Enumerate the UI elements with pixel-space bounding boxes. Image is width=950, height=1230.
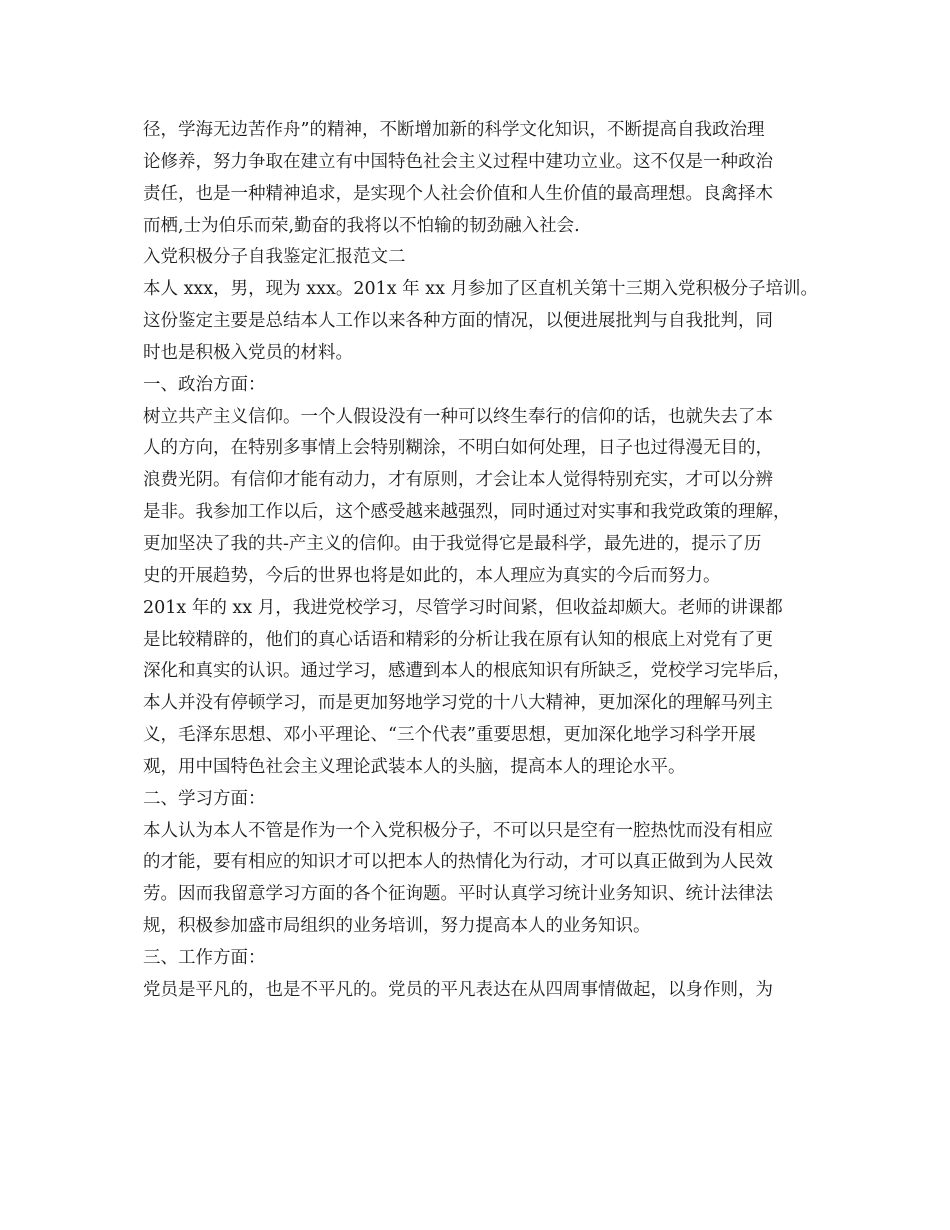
section-heading-study: 二、学习方面： — [143, 788, 266, 809]
section-heading-work: 三、工作方面： — [143, 947, 266, 968]
text-line: 径，学海无边苦作舟”的精神，不断增加新的科学文化知识，不断提高自我政治理 — [143, 120, 765, 140]
text-line: 树立共产主义信仰。一个人假设没有一种可以终生奉行的信仰的话，也就失去了本 — [143, 406, 773, 427]
text-line: 党员是平凡的，也是不平凡的。党员的平凡表达在从四周事情做起，以身作则，为 — [143, 979, 773, 1000]
text-line: 这份鉴定主要是总结本人工作以来各种方面的情况，以便进展批判与自我批判，同 — [143, 311, 773, 332]
section-title: 入党积极分子自我鉴定汇报范文二 — [143, 247, 406, 268]
text-line: 本人 xxx，男，现为 xxx。201x 年 xx 月参加了区直机关第十三期入党积极分子培训。 — [143, 279, 819, 300]
text-line: 深化和真实的认识。通过学习，感遭到本人的根底知识有所缺乏，党校学习完毕后， — [143, 661, 791, 682]
text-line: 责任，也是一种精神追求，是实现个人社会价值和人生价值的最高理想。良禽择木 — [143, 183, 773, 204]
text-line: 观，用中国特色社会主义理论武装本人的头脑，提高本人的理论水平。 — [143, 756, 686, 777]
text-line: 史的开展趋势，今后的世界也将是如此的，本人理应为真实的今后而努力。 — [143, 565, 721, 586]
section-heading-politics: 一、政治方面： — [143, 374, 266, 395]
text-line: 更加坚决了我的共-产主义的信仰。由于我觉得它是最科学，最先进的，提示了历 — [143, 533, 762, 554]
text-line: 而栖,士为伯乐而荣,勤奋的我将以不怕输的韧劲融入社会. — [143, 215, 580, 236]
text-line: 劳。因而我留意学习方面的各个征询题。平时认真学习统计业务知识、统计法律法 — [143, 884, 773, 905]
text-line: 是比较精辟的，他们的真心话语和精彩的分析让我在原有认知的根底上对党有了更 — [143, 629, 773, 650]
text-line: 浪费光阴。有信仰才能有动力，才有原则，才会让本人觉得特别充实，才可以分辨 — [143, 470, 773, 491]
text-line: 的才能，要有相应的知识才可以把本人的热情化为行动，才可以真正做到为人民效 — [143, 852, 773, 873]
text-line: 论修养，努力争取在建立有中国特色社会主义过程中建功立业。这不仅是一种政治 — [143, 151, 773, 172]
text-line: 规，积极参加盛市局组织的业务培训，努力提高本人的业务知识。 — [143, 916, 651, 937]
document-body — [143, 115, 833, 1007]
text-line: 时也是积极入党员的材料。 — [143, 342, 353, 363]
text-line: 本人认为本人不管是作为一个入党积极分子，不可以只是空有一腔热忱而没有相应 — [143, 820, 773, 841]
text-line: 本人并没有停顿学习，而是更加努地学习党的十八大精神，更加深化的理解马列主 — [143, 693, 773, 714]
text-line: 201x 年的 xx 月，我进党校学习，尽管学习时间紧，但收益却颇大。老师的讲课都 — [143, 597, 783, 618]
text-line: 义，毛泽东思想、邓小平理论、“三个代表”重要思想，更加深化地学习科学开展 — [143, 725, 756, 746]
text-line: 人的方向，在特别多事情上会特别糊涂，不明白如何处理，日子也过得漫无目的， — [143, 438, 773, 459]
text-line: 是非。我参加工作以后，这个感受越来越强烈，同时通过对实事和我党政策的理解， — [143, 502, 791, 523]
